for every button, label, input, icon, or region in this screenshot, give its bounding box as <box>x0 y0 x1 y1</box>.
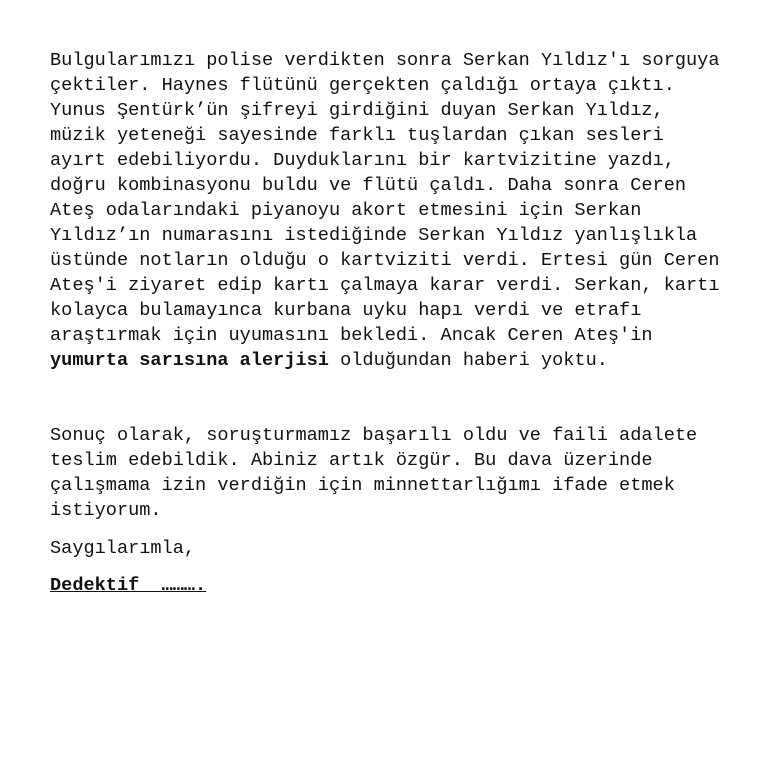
allergy-highlight: yumurta sarısına alerjisi <box>50 350 329 371</box>
findings-text-end: olduğundan haberi yoktu. <box>328 350 608 371</box>
findings-text-start: Bulgularımızı polise verdikten sonra Serkan Yıldız'ı sorguya çektiler. Haynes flütünü gerçekten çaldığı ortaya çıktı. Yunus Şentürk’ün şifreyi girdiğini duyan Serkan Yıldız, müzik yeteneği sayesinde farklı tuşlardan çıkan sesleri ayırt edebiliyordu. Duyduklarını bir kartvizitine yazdı, doğru kombinasyonu buldu ve flütü çaldı. Daha sonra Ceren Ateş odalarındaki piyanoyu akort etmesini için Serkan Yıldız’ın numarasını istediğinde Serkan Yıldız yanlışlıkla üstünde notların olduğu o kartviziti verdi. Ertesi gün Ceren Ateş'i ziyaret edip kartı çalmaya karar verdi. Serkan, kartı kolayca bulamayınca kurbana uyku hapı verdi ve etrafı araştırmak için uyumasını bekledi. Ancak Ceren Ateş'in <box>50 50 720 346</box>
closing-line: Saygılarımla, <box>50 538 196 559</box>
paragraph-findings <box>50 48 720 373</box>
paragraph-conclusion: Sonuç olarak, soruşturmamız başarılı oldu ve faili adalete teslim edebildik. Abiniz artık özgür. Bu dava üzerinde çalışmama izin verdiğin için minnettarlığımı ifade etmek istiyorum. <box>50 425 698 521</box>
signature-line: Dedektif ………. <box>50 575 207 596</box>
